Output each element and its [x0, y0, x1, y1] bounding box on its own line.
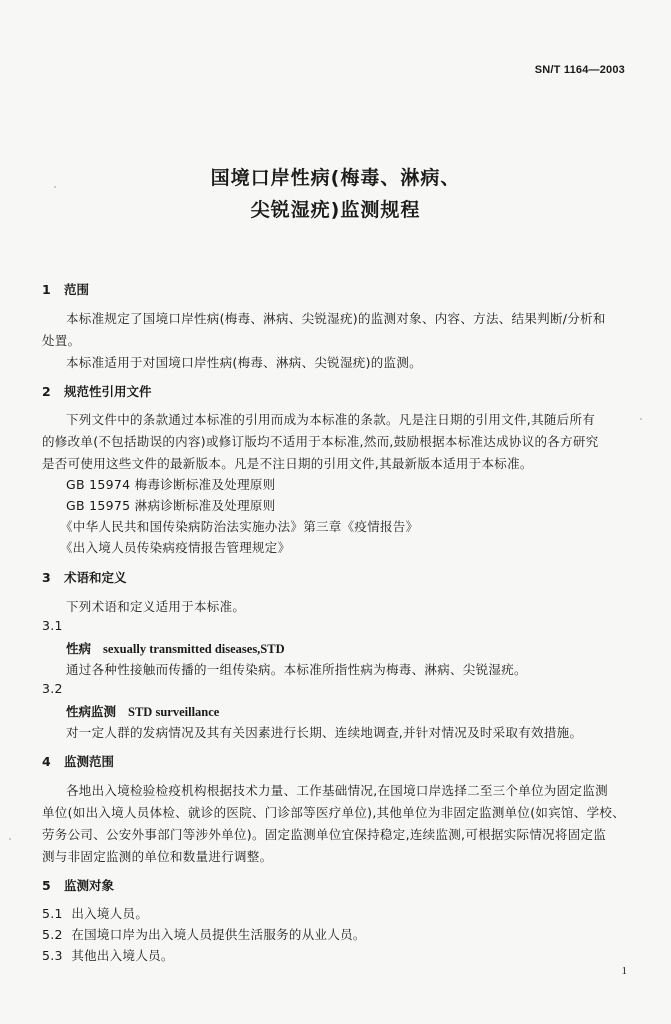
section-number: 2: [42, 384, 51, 399]
paragraph-line: 的修改单(不包括勘误的内容)或修订版均不适用于本标准,然而,鼓励根据本标准达成协议的各方研究: [42, 434, 599, 449]
scan-speck: [54, 186, 56, 188]
term-english: STD surveillance: [128, 705, 220, 719]
section-3-heading: [42, 568, 127, 586]
term-chinese: 性病: [66, 641, 92, 656]
section-title: 术语和定义: [64, 570, 127, 585]
page-number: 1: [621, 965, 627, 977]
item-number: 5.1: [42, 906, 63, 921]
term-english: sexually transmitted diseases,STD: [103, 642, 285, 656]
paragraph-line: 下列文件中的条款通过本标准的引用而成为本标准的条款。凡是注日期的引用文件,其随后所有: [66, 412, 596, 427]
section-number: 5: [42, 878, 51, 893]
paragraph-line: 处置。: [42, 333, 81, 348]
reference-item: GB 15974 梅毒诊断标准及处理原则: [66, 477, 276, 492]
paragraph-line: 测与非固定监测的单位和数量进行调整。: [42, 849, 273, 864]
list-item: [42, 925, 366, 943]
section-2-heading: [42, 382, 152, 400]
paragraph-line: 单位(如出入境人员体检、就诊的医院、门诊部等医疗单位),其他单位为非固定监测单位(如宾馆、学校、: [42, 805, 626, 820]
reference-item: 《出入境人员传染病疫情报告管理规定》: [60, 540, 291, 555]
term-entry: [66, 639, 285, 657]
item-text: 在国境口岸为出入境人员提供生活服务的从业人员。: [71, 927, 366, 942]
section-number: 4: [42, 754, 51, 769]
paragraph-line: 下列术语和定义适用于本标准。: [66, 599, 246, 614]
paragraph-line: 各地出入境检验检疫机构根据技术力量、工作基础情况,在国境口岸选择二至三个单位为固定监测: [66, 783, 608, 798]
section-title: 监测对象: [64, 878, 115, 893]
scan-speck: [9, 838, 11, 840]
list-item: [42, 904, 148, 922]
section-4-heading: [42, 752, 114, 770]
term-entry: [66, 702, 219, 720]
term-number: 3.2: [42, 681, 63, 696]
item-number: 5.2: [42, 927, 63, 942]
paragraph-line: 劳务公司、公安外事部门等涉外单位)。固定监测单位宜保持稳定,连续监测,可根据实际情况将固定监: [42, 827, 607, 842]
term-definition: 通过各种性接触而传播的一组传染病。本标准所指性病为梅毒、淋病、尖锐湿疣。: [66, 662, 527, 677]
standard-code: SN/T 1164—2003: [534, 64, 625, 76]
item-number: 5.3: [42, 948, 63, 963]
term-number: 3.1: [42, 618, 63, 633]
section-5-heading: [42, 876, 114, 894]
section-number: 1: [42, 282, 51, 297]
reference-item: GB 15975 淋病诊断标准及处理原则: [66, 498, 276, 513]
paragraph-line: 本标准规定了国境口岸性病(梅毒、淋病、尖锐湿疣)的监测对象、内容、方法、结果判断/分析和: [66, 311, 606, 326]
reference-item: 《中华人民共和国传染病防治法实施办法》第三章《疫情报告》: [60, 519, 419, 534]
section-title: 规范性引用文件: [64, 384, 152, 399]
paragraph-line: 本标准适用于对国境口岸性病(梅毒、淋病、尖锐湿疣)的监测。: [66, 355, 422, 370]
term-chinese: 性病监测: [66, 704, 117, 719]
section-title: 监测范围: [64, 754, 115, 769]
item-text: 出入境人员。: [71, 906, 149, 921]
section-1-heading: [42, 280, 89, 298]
term-definition: 对一定人群的发病情况及其有关因素进行长期、连续地调查,并针对情况及时采取有效措施。: [66, 725, 583, 740]
item-text: 其他出入境人员。: [71, 948, 174, 963]
scan-speck: [640, 418, 642, 420]
list-item: [42, 946, 174, 964]
paragraph-line: 是否可使用这些文件的最新版本。凡是不注日期的引用文件,其最新版本适用于本标准。: [42, 456, 533, 471]
section-title: 范围: [64, 282, 90, 297]
document-title-line-2: 尖锐湿疣)监测规程: [250, 199, 421, 221]
document-title-line-1: 国境口岸性病(梅毒、淋病、: [210, 167, 461, 189]
section-number: 3: [42, 570, 51, 585]
